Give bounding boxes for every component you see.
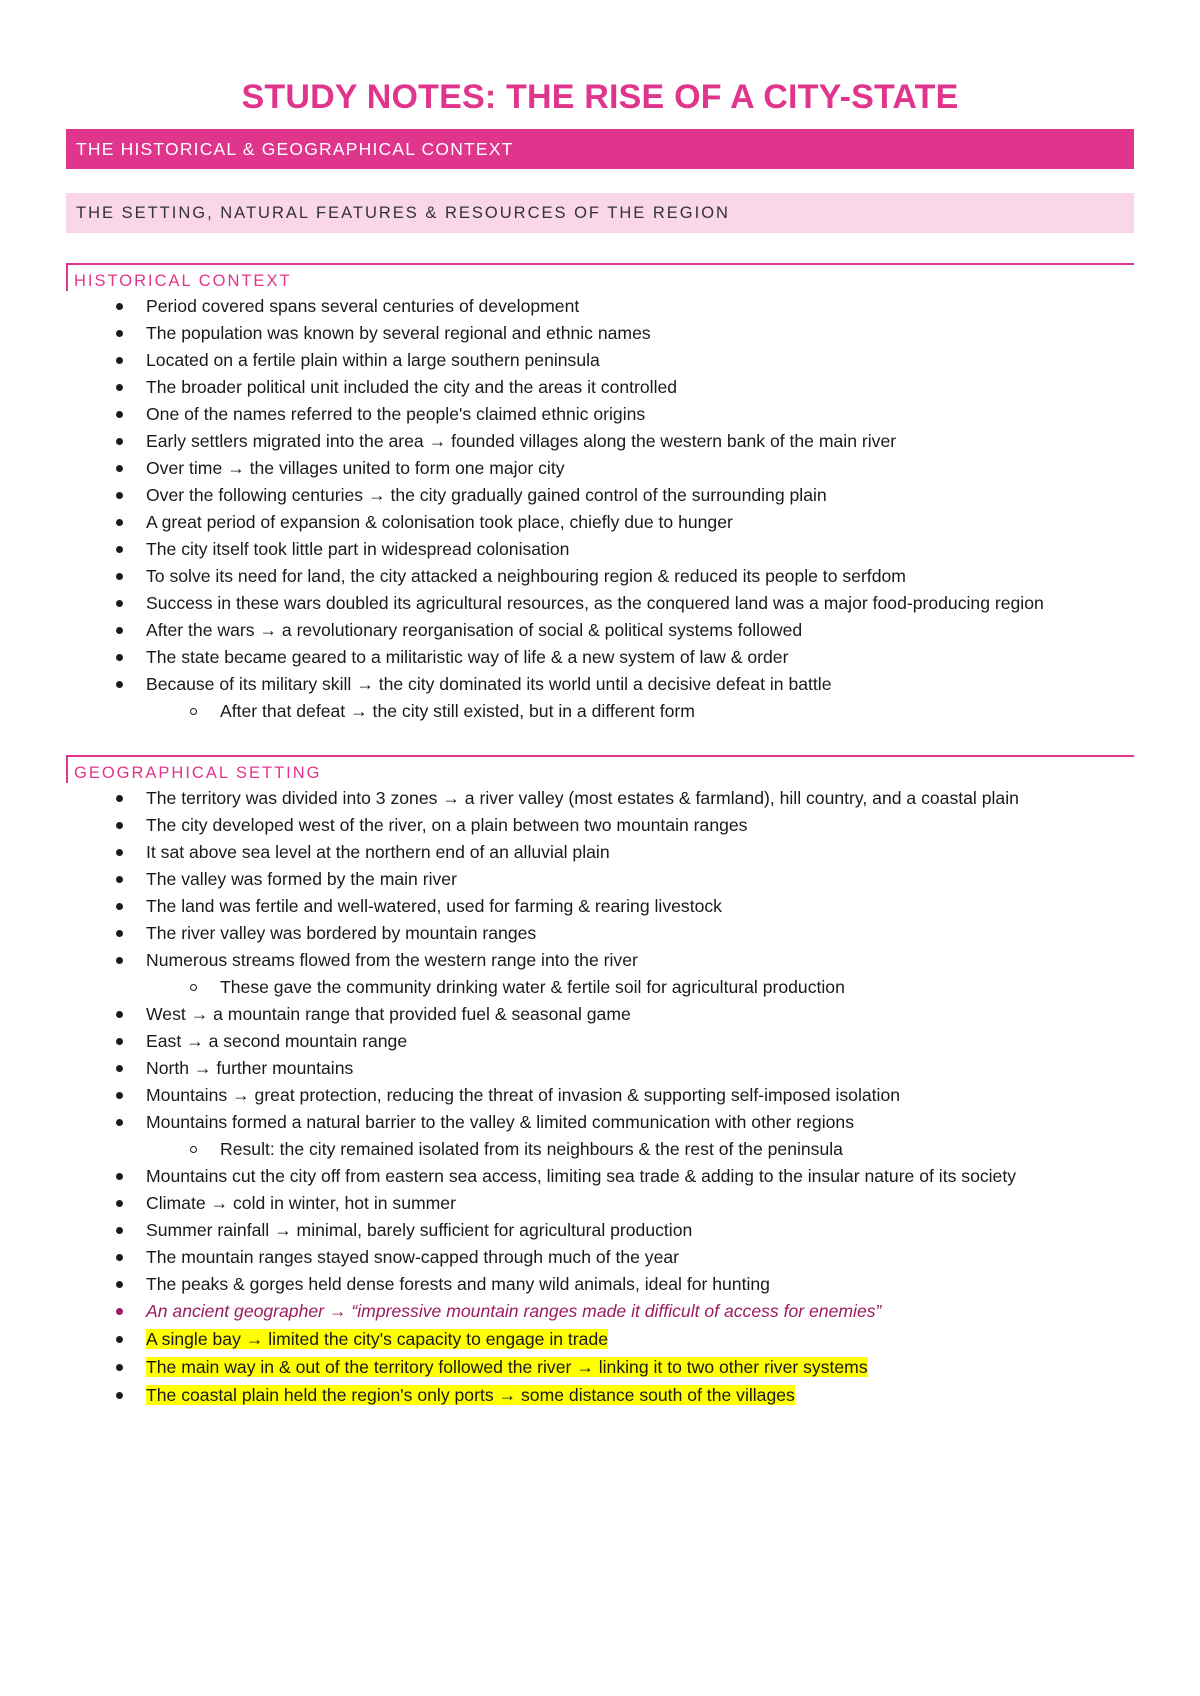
bullet-text: Success in these wars doubled its agricultural resources, as the conquered land was a major food-producing region [146,593,1044,614]
bullet-text: East → a second mountain range [146,1031,408,1052]
bullet-item [66,1082,1134,1109]
bullet-item [66,1190,1134,1217]
bullet-icon [116,1254,123,1261]
bullet-icon [116,930,123,937]
bullet-item [66,401,1134,428]
bullet-text: Mountains → great protection, reducing the threat of invasion & supporting self-imposed isolation [146,1085,901,1106]
bullet-item [66,947,1134,974]
bullet-text: The main way in & out of the territory followed the river → linking it to two other river systems [146,1357,868,1378]
bullet-icon [116,1038,123,1045]
bullet-icon [116,357,123,364]
bullet-text: The state became geared to a militaristic way of life & a new system of law & order [146,647,789,668]
bullet-text: Result: the city remained isolated from its neighbours & the rest of the peninsula [220,1139,843,1160]
bullet-item [66,455,1134,482]
section-heading: GEOGRAPHICAL SETTING [66,755,1134,783]
bullet-icon [116,492,123,499]
bullet-text: To solve its need for land, the city attacked a neighbouring region & reduced its people to serfdom [146,566,906,587]
bullet-item [66,644,1134,671]
bullet-text: The peaks & gorges held dense forests and many wild animals, ideal for hunting [146,1274,770,1295]
bullet-text: A great period of expansion & colonisation took place, chiefly due to hunger [146,512,733,533]
bullet-item [66,293,1134,320]
hollow-bullet-icon [190,1146,197,1153]
bullet-text: Climate → cold in winter, hot in summer [146,1193,456,1214]
bullet-item [66,1354,1134,1381]
bullet-text: One of the names referred to the people's claimed ethnic origins [146,404,646,425]
bullet-text: The river valley was bordered by mountain ranges [146,923,537,944]
bullet-text: The valley was formed by the main river [146,869,457,890]
bullet-item [66,785,1134,812]
bullet-icon [116,1011,123,1018]
bullet-text: Period covered spans several centuries of development [146,296,580,317]
bullet-icon [116,465,123,472]
bullet-text: The city itself took little part in widespread colonisation [146,539,570,560]
bullet-item [66,536,1134,563]
bullet-icon [116,1336,123,1343]
bullet-text: After that defeat → the city still existed, but in a different form [220,701,695,722]
bullet-item [66,1382,1134,1409]
bullet-text: Numerous streams flowed from the western range into the river [146,950,638,971]
bullet-icon [116,654,123,661]
document-title: STUDY NOTES: THE RISE OF A CITY-STATE [241,78,959,116]
bullet-item [66,1217,1134,1244]
bullet-text: Over time → the villages united to form one major city [146,458,565,479]
bullet-icon [116,957,123,964]
bullet-text: It sat above sea level at the northern end of an alluvial plain [146,842,610,863]
bullet-text: The mountain ranges stayed snow-capped through much of the year [146,1247,680,1268]
bullet-icon [116,1227,123,1234]
bullet-item [66,374,1134,401]
bullet-icon [116,1200,123,1207]
bullet-icon [116,1392,123,1399]
sub-bullet-item [66,698,1134,725]
bullet-icon [116,573,123,580]
bullet-text: After the wars → a revolutionary reorganisation of social & political systems followed [146,620,803,641]
bullet-text: Early settlers migrated into the area → founded villages along the western bank of the main river [146,431,897,452]
bullet-text: The coastal plain held the region's only ports → some distance south of the villages [146,1385,795,1406]
bullet-item [66,1326,1134,1353]
bullet-item [66,428,1134,455]
bullet-item [66,347,1134,374]
bullet-icon [116,1119,123,1126]
bullet-item [66,1298,1134,1325]
bullet-item [66,1109,1134,1136]
bullet-item [66,1163,1134,1190]
bullet-icon [116,795,123,802]
bullet-item [66,617,1134,644]
bullet-icon [116,600,123,607]
bullet-icon [116,438,123,445]
bullet-icon [116,903,123,910]
bullet-item [66,1271,1134,1298]
bullet-item [66,1244,1134,1271]
bullet-text: North → further mountains [146,1058,354,1079]
bullet-icon [116,1065,123,1072]
bullet-text: Mountains formed a natural barrier to the valley & limited communication with other regions [146,1112,854,1133]
subsection-banner: THE SETTING, NATURAL FEATURES & RESOURCES OF THE REGION [66,193,1134,233]
notes-section [66,263,1134,725]
bullet-icon [116,822,123,829]
bullet-icon [116,303,123,310]
bullet-icon [116,1281,123,1288]
bullet-item [66,893,1134,920]
bullet-icon [116,876,123,883]
bullet-item [66,1001,1134,1028]
bullet-text: The land was fertile and well-watered, used for farming & rearing livestock [146,896,722,917]
bullet-item [66,866,1134,893]
notes-body [66,263,1134,1409]
bullet-text: A single bay → limited the city's capacity to engage in trade [146,1329,609,1350]
bullet-icon [116,384,123,391]
bullet-text: An ancient geographer → “impressive mountain ranges made it difficult of access for enemies” [146,1301,882,1322]
bullet-icon [116,1092,123,1099]
bullet-list [66,785,1134,1409]
bullet-item [66,590,1134,617]
bullet-icon [116,1308,123,1315]
bullet-item [66,563,1134,590]
bullet-item [66,671,1134,698]
bullet-item [66,1055,1134,1082]
bullet-icon [116,330,123,337]
bullet-icon [116,546,123,553]
bullet-icon [116,627,123,634]
bullet-icon [116,1364,123,1371]
bullet-text: The city developed west of the river, on a plain between two mountain ranges [146,815,748,836]
bullet-text: The broader political unit included the city and the areas it controlled [146,377,678,398]
section-banner: THE HISTORICAL & GEOGRAPHICAL CONTEXT [66,129,1134,169]
bullet-icon [116,411,123,418]
bullet-icon [116,519,123,526]
sub-bullet-item [66,1136,1134,1163]
sub-bullet-item [66,974,1134,1001]
bullet-item [66,482,1134,509]
bullet-item [66,812,1134,839]
bullet-text: Mountains cut the city off from eastern sea access, limiting sea trade & adding to the insular nature of its society [146,1166,1017,1187]
bullet-list [66,293,1134,725]
bullet-item [66,1028,1134,1055]
bullet-item [66,839,1134,866]
bullet-text: Summer rainfall → minimal, barely sufficient for agricultural production [146,1220,693,1241]
bullet-text: West → a mountain range that provided fuel & seasonal game [146,1004,631,1025]
bullet-text: These gave the community drinking water & fertile soil for agricultural production [220,977,845,998]
bullet-icon [116,1173,123,1180]
bullet-icon [116,681,123,688]
hollow-bullet-icon [190,708,197,715]
bullet-text: Located on a fertile plain within a large southern peninsula [146,350,600,371]
bullet-text: The territory was divided into 3 zones → a river valley (most estates & farmland), hill country, and a coastal plain [146,788,1019,809]
bullet-text: Because of its military skill → the city dominated its world until a decisive defeat in battle [146,674,832,695]
bullet-text: The population was known by several regional and ethnic names [146,323,651,344]
bullet-item [66,320,1134,347]
bullet-item [66,509,1134,536]
bullet-text: Over the following centuries → the city gradually gained control of the surrounding plain [146,485,827,506]
bullet-item [66,920,1134,947]
hollow-bullet-icon [190,984,197,991]
section-heading: HISTORICAL CONTEXT [66,263,1134,291]
bullet-icon [116,849,123,856]
notes-section [66,755,1134,1409]
